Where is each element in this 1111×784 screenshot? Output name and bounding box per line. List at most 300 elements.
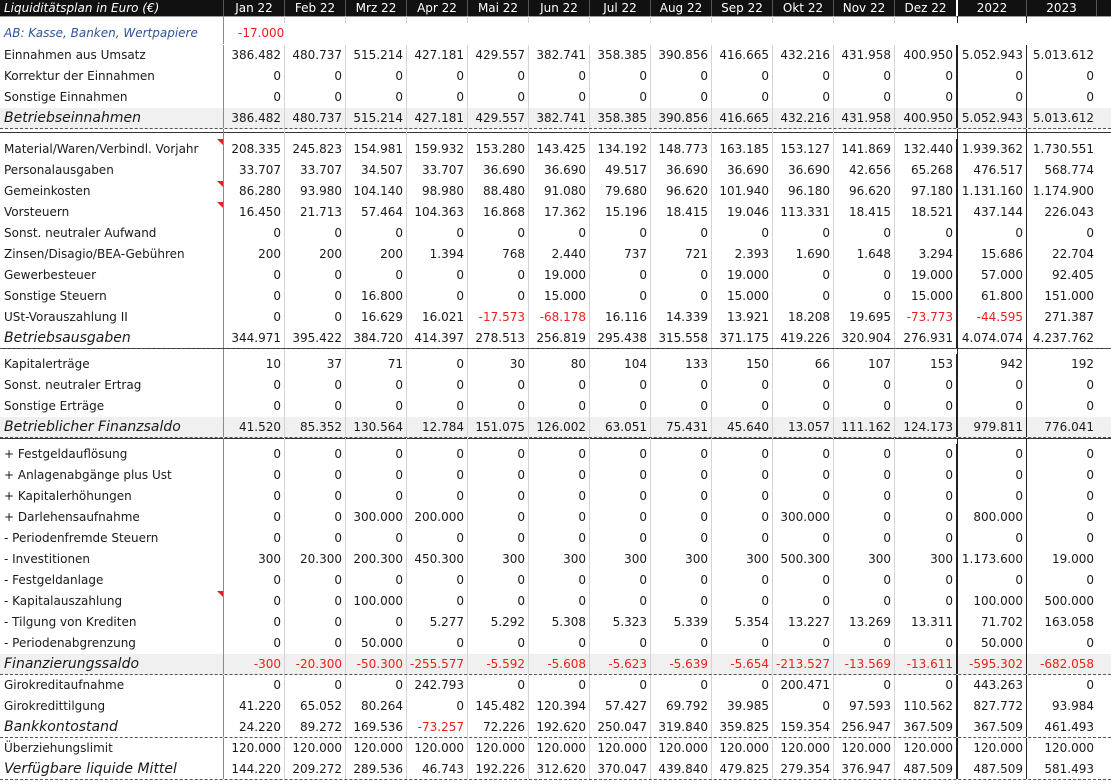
value-cell[interactable]: -682.058 <box>1040 657 1094 671</box>
value-cell[interactable]: 300 <box>468 549 529 570</box>
value-cell[interactable]: 480.737 <box>285 108 346 128</box>
value-cell[interactable]: 942 <box>958 354 1027 375</box>
value-cell[interactable]: 0 <box>529 486 590 507</box>
value-cell[interactable]: 300.000 <box>346 507 407 528</box>
value-cell[interactable]: 0 <box>651 486 712 507</box>
value-cell[interactable]: 33.707 <box>285 160 346 181</box>
value-cell[interactable]: 100.000 <box>958 591 1027 612</box>
value-cell[interactable]: 0 <box>529 465 590 486</box>
value-cell[interactable]: 24.220 <box>224 717 285 737</box>
value-cell[interactable]: 113.331 <box>773 202 834 223</box>
value-cell[interactable]: 0 <box>1086 489 1094 503</box>
value-cell[interactable]: 500.300 <box>773 549 834 570</box>
value-cell[interactable]: 16.116 <box>590 307 651 328</box>
value-cell[interactable]: 66 <box>773 354 834 375</box>
value-cell[interactable]: 61.800 <box>958 286 1027 307</box>
value-cell[interactable]: 104.140 <box>346 181 407 202</box>
value-cell[interactable]: 92.405 <box>1052 268 1094 282</box>
value-cell[interactable]: 0 <box>834 66 895 87</box>
row-label[interactable]: Sonstige Steuern <box>0 286 224 307</box>
value-cell[interactable]: 163.185 <box>712 139 773 160</box>
value-cell[interactable]: 151.000 <box>1044 289 1094 303</box>
column-header[interactable]: 2023 <box>1027 0 1097 16</box>
value-cell[interactable]: 200.300 <box>346 549 407 570</box>
value-cell[interactable]: 0 <box>346 528 407 549</box>
value-cell[interactable]: 344.971 <box>224 328 285 348</box>
value-cell[interactable]: 0 <box>590 465 651 486</box>
value-cell[interactable]: 101.940 <box>712 181 773 202</box>
value-cell[interactable]: 15.686 <box>958 244 1027 265</box>
value-cell[interactable]: 358.385 <box>590 45 651 66</box>
value-cell[interactable]: 46.743 <box>407 759 468 779</box>
value-cell[interactable]: 0 <box>224 444 285 465</box>
value-cell[interactable]: 581.493 <box>1044 762 1094 776</box>
value-cell[interactable]: 0 <box>346 675 407 696</box>
value-cell[interactable]: 1.394 <box>407 244 468 265</box>
value-cell[interactable]: 151.075 <box>468 417 529 437</box>
value-cell[interactable]: 432.216 <box>773 45 834 66</box>
value-cell[interactable]: 0 <box>712 375 773 396</box>
value-cell[interactable]: 0 <box>651 396 712 417</box>
value-cell[interactable]: 141.869 <box>834 139 895 160</box>
value-cell[interactable]: 416.665 <box>712 45 773 66</box>
value-cell[interactable]: 96.180 <box>773 181 834 202</box>
value-cell[interactable]: 0 <box>773 465 834 486</box>
value-cell[interactable]: 416.665 <box>712 108 773 128</box>
value-cell[interactable]: 0 <box>651 465 712 486</box>
value-cell[interactable]: 0 <box>407 87 468 108</box>
value-cell[interactable]: 256.947 <box>834 717 895 737</box>
value-cell[interactable]: 104.363 <box>407 202 468 223</box>
value-cell[interactable]: 386.482 <box>224 108 285 128</box>
value-cell[interactable]: 320.904 <box>834 328 895 348</box>
value-cell[interactable]: 0 <box>590 507 651 528</box>
value-cell[interactable]: 0 <box>834 528 895 549</box>
row-label[interactable]: + Anlagenabgänge plus Ust <box>0 465 224 486</box>
value-cell[interactable]: 300 <box>895 549 958 570</box>
value-cell[interactable]: 0 <box>407 528 468 549</box>
value-cell[interactable]: 57.000 <box>958 265 1027 286</box>
value-cell[interactable]: 0 <box>407 223 468 244</box>
value-cell[interactable]: 17.362 <box>529 202 590 223</box>
value-cell[interactable]: 979.811 <box>958 417 1027 437</box>
value-cell[interactable]: 13.311 <box>895 612 958 633</box>
value-cell[interactable]: 75.431 <box>651 417 712 437</box>
value-cell[interactable]: 120.000 <box>285 738 346 759</box>
value-cell[interactable]: 57.464 <box>346 202 407 223</box>
value-cell[interactable]: 0 <box>651 633 712 654</box>
value-cell[interactable]: 0 <box>468 396 529 417</box>
value-cell[interactable]: 0 <box>834 286 895 307</box>
value-cell[interactable]: 461.493 <box>1044 720 1094 734</box>
value-cell[interactable]: 256.819 <box>529 328 590 348</box>
value-cell[interactable]: 0 <box>346 87 407 108</box>
value-cell[interactable]: 0 <box>590 375 651 396</box>
column-header[interactable]: Apr 22 <box>407 0 468 16</box>
value-cell[interactable]: 192.620 <box>529 717 590 737</box>
value-cell[interactable]: 0 <box>468 675 529 696</box>
value-cell[interactable]: 0 <box>529 633 590 654</box>
value-cell[interactable]: 0 <box>346 465 407 486</box>
value-cell[interactable]: 0 <box>468 223 529 244</box>
value-cell[interactable]: 79.680 <box>590 181 651 202</box>
value-cell[interactable]: 0 <box>285 507 346 528</box>
value-cell[interactable]: 0 <box>712 633 773 654</box>
value-cell[interactable]: 120.000 <box>468 738 529 759</box>
value-cell[interactable]: 0 <box>529 528 590 549</box>
value-cell[interactable]: 13.227 <box>773 612 834 633</box>
value-cell[interactable]: 0 <box>651 444 712 465</box>
value-cell[interactable]: 134.192 <box>590 139 651 160</box>
value-cell[interactable]: 13.057 <box>773 417 834 437</box>
value-cell[interactable]: 0 <box>895 396 958 417</box>
value-cell[interactable]: 33.707 <box>224 160 285 181</box>
value-cell[interactable]: 0 <box>590 633 651 654</box>
value-cell[interactable]: 279.354 <box>773 759 834 779</box>
value-cell[interactable]: 0 <box>468 633 529 654</box>
value-cell[interactable]: 0 <box>224 307 285 328</box>
row-label[interactable]: Girokreditaufnahme <box>0 675 224 696</box>
value-cell[interactable]: 120.000 <box>346 738 407 759</box>
value-cell[interactable]: 370.047 <box>590 759 651 779</box>
value-cell[interactable]: 0 <box>285 223 346 244</box>
value-cell[interactable]: 0 <box>834 375 895 396</box>
value-cell[interactable]: 36.690 <box>651 160 712 181</box>
value-cell[interactable]: 14.339 <box>651 307 712 328</box>
value-cell[interactable]: 10 <box>224 354 285 375</box>
value-cell[interactable]: 0 <box>590 675 651 696</box>
value-cell[interactable]: 0 <box>468 486 529 507</box>
subtotal-label[interactable]: Betriebseinnahmen <box>0 108 224 128</box>
value-cell[interactable]: 36.690 <box>773 160 834 181</box>
value-cell[interactable]: 5.354 <box>712 612 773 633</box>
value-cell[interactable]: 0 <box>468 528 529 549</box>
column-header[interactable]: Jan 22 <box>224 0 285 16</box>
value-cell[interactable]: 429.557 <box>468 108 529 128</box>
value-cell[interactable]: 120.000 <box>895 738 958 759</box>
value-cell[interactable]: 41.520 <box>224 417 285 437</box>
value-cell[interactable]: 0 <box>712 444 773 465</box>
value-cell[interactable]: 0 <box>651 265 712 286</box>
value-cell[interactable]: -50.300 <box>346 654 407 674</box>
value-cell[interactable]: 0 <box>712 66 773 87</box>
value-cell[interactable]: 0 <box>773 591 834 612</box>
value-cell[interactable]: 0 <box>285 528 346 549</box>
value-cell[interactable]: 100.000 <box>346 591 407 612</box>
value-cell[interactable]: 1.648 <box>834 244 895 265</box>
value-cell[interactable]: 86.280 <box>224 181 285 202</box>
value-cell[interactable]: 0 <box>834 396 895 417</box>
value-cell[interactable]: 300 <box>834 549 895 570</box>
value-cell[interactable]: 18.521 <box>895 202 958 223</box>
value-cell[interactable]: 0 <box>285 675 346 696</box>
value-cell[interactable]: 5.013.612 <box>1032 111 1094 125</box>
value-cell[interactable]: 480.737 <box>285 45 346 66</box>
value-cell[interactable]: 0 <box>834 591 895 612</box>
value-cell[interactable]: 0 <box>895 528 958 549</box>
value-cell[interactable]: 1.173.600 <box>958 549 1027 570</box>
value-cell[interactable]: 0 <box>1086 510 1094 524</box>
value-cell[interactable]: 63.051 <box>590 417 651 437</box>
value-cell[interactable]: 120.000 <box>407 738 468 759</box>
value-cell[interactable]: 500.000 <box>1044 594 1094 608</box>
row-label[interactable]: Zinsen/Disagio/BEA-Gebühren <box>0 244 224 265</box>
value-cell[interactable]: 143.425 <box>529 139 590 160</box>
value-cell[interactable]: 0 <box>773 486 834 507</box>
value-cell[interactable]: 85.352 <box>285 417 346 437</box>
value-cell[interactable]: 5.308 <box>529 612 590 633</box>
value-cell[interactable]: 0 <box>590 66 651 87</box>
value-cell[interactable]: 0 <box>773 375 834 396</box>
value-cell[interactable]: 36.690 <box>468 160 529 181</box>
value-cell[interactable]: 300.000 <box>773 507 834 528</box>
value-cell[interactable]: 15.000 <box>529 286 590 307</box>
comment-indicator-icon[interactable] <box>217 181 223 187</box>
row-label[interactable]: Kapitalerträge <box>0 354 224 375</box>
value-cell[interactable]: 0 <box>407 696 468 717</box>
value-cell[interactable]: 93.980 <box>285 181 346 202</box>
value-cell[interactable]: 1.131.160 <box>958 181 1027 202</box>
value-cell[interactable]: 5.052.943 <box>958 45 1027 66</box>
value-cell[interactable]: 0 <box>285 66 346 87</box>
value-cell[interactable]: -5.654 <box>712 654 773 674</box>
value-cell[interactable]: 0 <box>834 570 895 591</box>
value-cell[interactable]: 427.181 <box>407 108 468 128</box>
value-cell[interactable]: 0 <box>712 591 773 612</box>
value-cell[interactable]: 0 <box>1086 399 1094 413</box>
value-cell[interactable]: 0 <box>407 570 468 591</box>
value-cell[interactable]: 0 <box>834 87 895 108</box>
value-cell[interactable]: 65.052 <box>285 696 346 717</box>
value-cell[interactable]: 319.840 <box>651 717 712 737</box>
value-cell[interactable]: 414.397 <box>407 328 468 348</box>
value-cell[interactable]: 65.268 <box>895 160 958 181</box>
value-cell[interactable]: 72.226 <box>468 717 529 737</box>
value-cell[interactable]: 0 <box>1086 90 1094 104</box>
value-cell[interactable]: 133 <box>651 354 712 375</box>
value-cell[interactable]: 0 <box>773 633 834 654</box>
value-cell[interactable]: -300 <box>224 654 285 674</box>
value-cell[interactable]: 515.214 <box>346 108 407 128</box>
value-cell[interactable]: 96.620 <box>834 181 895 202</box>
value-cell[interactable]: 300 <box>529 549 590 570</box>
value-cell[interactable]: 91.080 <box>529 181 590 202</box>
value-cell[interactable]: 0 <box>468 87 529 108</box>
value-cell[interactable]: 0 <box>224 465 285 486</box>
value-cell[interactable]: 0 <box>773 265 834 286</box>
value-cell[interactable]: 300 <box>651 549 712 570</box>
value-cell[interactable]: 0 <box>1086 447 1094 461</box>
value-cell[interactable]: 30 <box>468 354 529 375</box>
value-cell[interactable]: 41.220 <box>224 696 285 717</box>
value-cell[interactable]: 0 <box>712 507 773 528</box>
subtotal-label[interactable]: Verfügbare liquide Mittel <box>0 759 224 779</box>
value-cell[interactable]: 0 <box>958 570 1027 591</box>
value-cell[interactable]: 80.264 <box>346 696 407 717</box>
value-cell[interactable]: 16.629 <box>346 307 407 328</box>
value-cell[interactable]: 431.958 <box>834 45 895 66</box>
value-cell[interactable]: 19.000 <box>529 265 590 286</box>
value-cell[interactable]: 0 <box>529 591 590 612</box>
value-cell[interactable]: 450.300 <box>407 549 468 570</box>
value-cell[interactable]: 93.984 <box>1052 699 1094 713</box>
value-cell[interactable]: 800.000 <box>958 507 1027 528</box>
value-cell[interactable]: 0 <box>958 375 1027 396</box>
value-cell[interactable]: 126.002 <box>529 417 590 437</box>
value-cell[interactable]: 0 <box>468 465 529 486</box>
value-cell[interactable]: 0 <box>285 396 346 417</box>
value-cell[interactable]: 0 <box>590 265 651 286</box>
value-cell[interactable]: 0 <box>958 465 1027 486</box>
value-cell[interactable]: 0 <box>712 570 773 591</box>
subtotal-label[interactable]: Betrieblicher Finanzsaldo <box>0 417 224 437</box>
value-cell[interactable]: 97.593 <box>834 696 895 717</box>
value-cell[interactable]: 208.335 <box>224 139 285 160</box>
value-cell[interactable]: 3.294 <box>895 244 958 265</box>
value-cell[interactable]: 371.175 <box>712 328 773 348</box>
value-cell[interactable]: 382.741 <box>529 45 590 66</box>
column-header[interactable]: Aug 22 <box>651 0 712 16</box>
value-cell[interactable]: -5.623 <box>590 654 651 674</box>
value-cell[interactable]: 429.557 <box>468 45 529 66</box>
value-cell[interactable]: 0 <box>224 396 285 417</box>
value-cell[interactable]: 0 <box>529 444 590 465</box>
subtotal-label[interactable]: Betriebsausgaben <box>0 328 224 348</box>
value-cell[interactable]: 0 <box>651 570 712 591</box>
value-cell[interactable]: 0 <box>407 354 468 375</box>
value-cell[interactable]: 242.793 <box>407 675 468 696</box>
value-cell[interactable]: 200.471 <box>773 675 834 696</box>
value-cell[interactable]: 18.415 <box>834 202 895 223</box>
value-cell[interactable]: -17.573 <box>468 307 529 328</box>
value-cell[interactable]: 39.985 <box>712 696 773 717</box>
value-cell[interactable]: 34.507 <box>346 160 407 181</box>
value-cell[interactable]: 200 <box>224 244 285 265</box>
column-header[interactable]: 2022 <box>958 0 1027 16</box>
value-cell[interactable]: 0 <box>958 87 1027 108</box>
value-cell[interactable]: 0 <box>468 265 529 286</box>
value-cell[interactable]: 0 <box>285 633 346 654</box>
value-cell[interactable]: 0 <box>590 444 651 465</box>
value-cell[interactable]: 0 <box>224 87 285 108</box>
column-header[interactable]: Jul 22 <box>590 0 651 16</box>
value-cell[interactable]: 395.422 <box>285 328 346 348</box>
value-cell[interactable]: 0 <box>712 528 773 549</box>
value-cell[interactable]: 295.438 <box>590 328 651 348</box>
value-cell[interactable]: 312.620 <box>529 759 590 779</box>
value-cell[interactable]: 0 <box>468 444 529 465</box>
value-cell[interactable]: 0 <box>1086 378 1094 392</box>
value-cell[interactable]: 0 <box>773 87 834 108</box>
value-cell[interactable]: 0 <box>285 570 346 591</box>
value-cell[interactable]: 0 <box>834 633 895 654</box>
value-cell[interactable]: 13.269 <box>834 612 895 633</box>
value-cell[interactable]: 0 <box>1086 678 1094 692</box>
value-cell[interactable]: 5.277 <box>407 612 468 633</box>
value-cell[interactable]: 0 <box>958 486 1027 507</box>
column-header[interactable]: Mai 22 <box>468 0 529 16</box>
value-cell[interactable]: 276.931 <box>895 328 958 348</box>
value-cell[interactable]: 245.823 <box>285 139 346 160</box>
value-cell[interactable]: -73.257 <box>407 717 468 737</box>
value-cell[interactable]: 0 <box>651 223 712 244</box>
value-cell[interactable]: -5.608 <box>529 654 590 674</box>
value-cell[interactable]: 0 <box>285 591 346 612</box>
value-cell[interactable]: 0 <box>773 286 834 307</box>
value-cell[interactable]: 367.509 <box>895 717 958 737</box>
value-cell[interactable]: 0 <box>773 528 834 549</box>
opening-balance-label[interactable]: AB: Kasse, Banken, Wertpapiere <box>0 23 224 44</box>
value-cell[interactable]: 0 <box>834 444 895 465</box>
value-cell[interactable]: 0 <box>895 570 958 591</box>
value-cell[interactable]: 0 <box>407 486 468 507</box>
value-cell[interactable]: 427.181 <box>407 45 468 66</box>
value-cell[interactable]: 20.300 <box>285 549 346 570</box>
value-cell[interactable]: -13.569 <box>834 654 895 674</box>
value-cell[interactable]: 0 <box>958 444 1027 465</box>
value-cell[interactable]: -44.595 <box>958 307 1027 328</box>
value-cell[interactable]: 0 <box>834 465 895 486</box>
value-cell[interactable]: 0 <box>651 591 712 612</box>
value-cell[interactable]: 0 <box>407 265 468 286</box>
value-cell[interactable]: 0 <box>834 223 895 244</box>
value-cell[interactable]: 50.000 <box>346 633 407 654</box>
row-label[interactable]: Korrektur der Einnahmen <box>0 66 224 87</box>
value-cell[interactable]: 96.620 <box>651 181 712 202</box>
value-cell[interactable]: 0 <box>895 675 958 696</box>
value-cell[interactable]: 145.482 <box>468 696 529 717</box>
value-cell[interactable]: 0 <box>224 675 285 696</box>
value-cell[interactable]: -20.300 <box>285 654 346 674</box>
value-cell[interactable]: 154.981 <box>346 139 407 160</box>
value-cell[interactable]: 0 <box>224 375 285 396</box>
value-cell[interactable]: 382.741 <box>529 108 590 128</box>
value-cell[interactable]: 22.704 <box>1052 247 1094 261</box>
value-cell[interactable]: 0 <box>224 591 285 612</box>
row-label[interactable]: - Investitionen <box>0 549 224 570</box>
value-cell[interactable]: 776.041 <box>1044 420 1094 434</box>
value-cell[interactable]: 0 <box>773 444 834 465</box>
value-cell[interactable]: 1.690 <box>773 244 834 265</box>
value-cell[interactable]: 0 <box>895 223 958 244</box>
value-cell[interactable]: 0 <box>224 612 285 633</box>
value-cell[interactable]: 386.482 <box>224 45 285 66</box>
value-cell[interactable]: 0 <box>712 486 773 507</box>
value-cell[interactable]: -213.527 <box>773 654 834 674</box>
value-cell[interactable]: 0 <box>346 66 407 87</box>
value-cell[interactable]: 0 <box>895 591 958 612</box>
row-label[interactable]: Sonst. neutraler Aufwand <box>0 223 224 244</box>
value-cell[interactable]: 0 <box>651 675 712 696</box>
row-label[interactable]: Personalausgaben <box>0 160 224 181</box>
value-cell[interactable]: 0 <box>1086 531 1094 545</box>
value-cell[interactable]: -5.592 <box>468 654 529 674</box>
value-cell[interactable]: 57.427 <box>590 696 651 717</box>
value-cell[interactable]: 5.292 <box>468 612 529 633</box>
value-cell[interactable]: 390.856 <box>651 45 712 66</box>
value-cell[interactable]: 97.180 <box>895 181 958 202</box>
value-cell[interactable]: 419.226 <box>773 328 834 348</box>
column-header[interactable]: Okt 22 <box>773 0 834 16</box>
value-cell[interactable]: 568.774 <box>1044 163 1094 177</box>
value-cell[interactable]: 721 <box>651 244 712 265</box>
value-cell[interactable]: -73.773 <box>895 307 958 328</box>
value-cell[interactable]: 0 <box>529 375 590 396</box>
value-cell[interactable]: 0 <box>773 223 834 244</box>
value-cell[interactable]: 0 <box>407 465 468 486</box>
value-cell[interactable]: 0 <box>834 507 895 528</box>
row-label[interactable]: Gewerbesteuer <box>0 265 224 286</box>
